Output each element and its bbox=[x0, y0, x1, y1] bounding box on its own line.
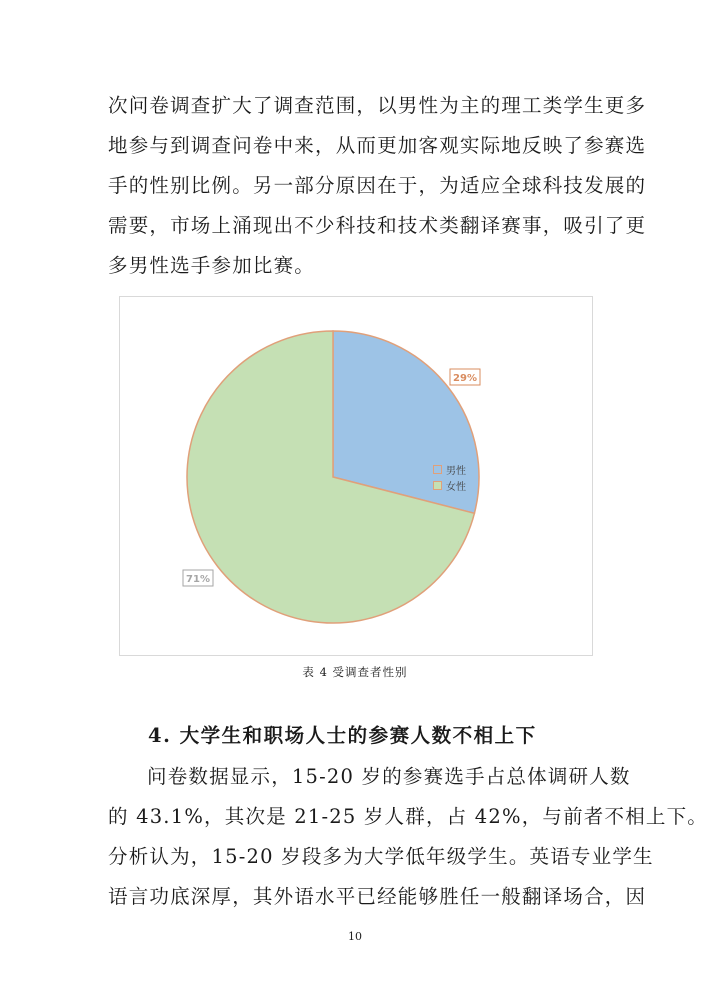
page-number: 10 bbox=[348, 930, 362, 943]
legend-swatch bbox=[433, 481, 442, 490]
svg-text:71%: 71% bbox=[186, 574, 210, 585]
legend-item-female bbox=[433, 477, 466, 493]
body-paragraph-top bbox=[108, 86, 647, 286]
legend-item-male bbox=[433, 461, 466, 477]
pie-chart bbox=[119, 296, 593, 656]
text-line: 的 43.1%，其次是 21-25 岁人群，占 42%，与前者不相上下。 bbox=[108, 805, 708, 828]
legend-swatch bbox=[433, 465, 442, 474]
data-label-male bbox=[450, 369, 480, 385]
text-line: 多男性选手参加比赛。 bbox=[108, 254, 316, 277]
text-line: 地参与到调查问卷中来，从而更加客观实际地反映了参赛选 bbox=[108, 134, 647, 157]
text-line: 语言功底深厚，其外语水平已经能够胜任一般翻译场合，因 bbox=[108, 885, 647, 908]
text-line: 需要，市场上涌现出不少科技和技术类翻译赛事，吸引了更 bbox=[108, 214, 647, 237]
chart-legend bbox=[433, 461, 466, 493]
figure-caption: 表 4 受调查者性别 bbox=[302, 665, 408, 679]
text-line: 分析认为，15-20 岁段多为大学低年级学生。英语专业学生 bbox=[108, 845, 654, 868]
text-line: 次问卷调查扩大了调查范围，以男性为主的理工类学生更多 bbox=[108, 94, 647, 117]
legend-label: 女性 bbox=[446, 481, 466, 493]
text-line: 问卷数据显示，15-20 岁的参赛选手占总体调研人数 bbox=[147, 765, 631, 788]
svg-text:29%: 29% bbox=[453, 373, 477, 384]
text-line: 手的性别比例。另一部分原因在于，为适应全球科技发展的 bbox=[108, 174, 647, 197]
pie-chart-svg bbox=[120, 297, 594, 657]
body-paragraph-bottom bbox=[108, 757, 708, 917]
legend-label: 男性 bbox=[446, 465, 466, 477]
section-heading: 4. 大学生和职场人士的参赛人数不相上下 bbox=[148, 724, 537, 747]
data-label-female bbox=[183, 570, 213, 586]
